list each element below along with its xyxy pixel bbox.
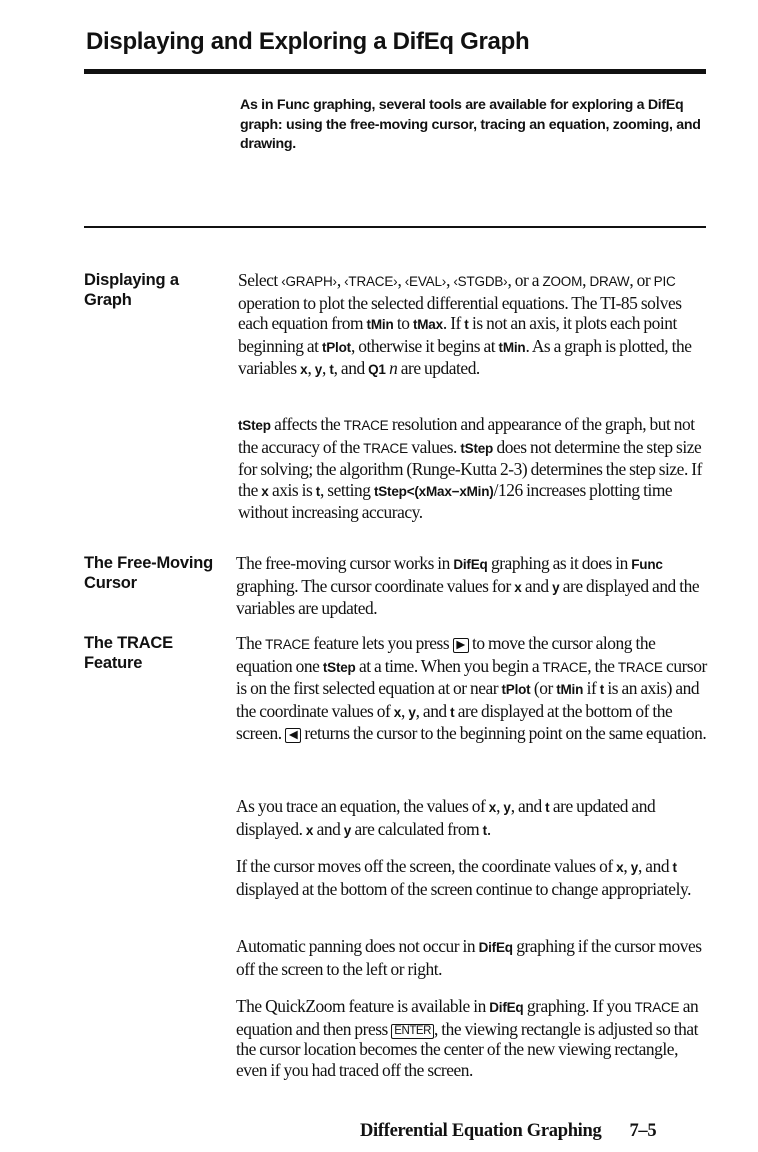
- footer-page-number: 7–5: [629, 1121, 657, 1141]
- page-footer: [360, 1121, 656, 1142]
- page-title: Displaying and Exploring a DifEq Graph: [86, 28, 530, 55]
- section-rule: [84, 226, 706, 228]
- heading-trace-feature: The TRACE Feature: [84, 634, 173, 672]
- displaying-paragraph-1: Select ‹GRAPH›, ‹TRACE›, ‹EVAL›, ‹STGDB›, or a ZOOM, DRAW, or PIC operation to plot the selected differential equations. The TI-85 solves each equation from tMin to tMax. If t is not an axis, it plots each point beginning at tPlot, otherwise it begins at tMin. As a graph is plotted, the variables x, y, t, and Q1 n are updated.: [238, 270, 692, 378]
- enter-key-icon: ENTER: [391, 1024, 434, 1039]
- trace-paragraph-5: The QuickZoom feature is available in DifEq graphing. If you TRACE an equation and then press ENTER , the viewing rectangle is adjusted so that the cursor location becomes the center of the new viewing rectangle, even if you had traced off the screen.: [236, 996, 699, 1080]
- trace-paragraph-3: If the cursor moves off the screen, the coordinate values of x, y, and t displayed at the bottom of the screen continue to change appropriately.: [236, 856, 691, 899]
- footer-chapter-title: Differential Equation Graphing: [360, 1121, 602, 1141]
- heading-free-moving-cursor: The Free-Moving Cursor: [84, 554, 214, 592]
- displaying-paragraph-2: tStep affects the TRACE resolution and appearance of the graph, but not the accuracy of the TRACE values. tStep does not determine the step size for solving; the algorithm (Runge-Kutta 2-3) determines the step size. If the x axis is t, setting tStep<(xMax−xMin)/126 increases plotting time without increasing accuracy.: [238, 414, 702, 522]
- intro-text: As in Func graphing, several tools are available for exploring a DifEq graph: using the free-moving cursor, tracing an equation, zooming, and drawing.: [240, 97, 701, 152]
- trace-paragraph-2: As you trace an equation, the values of x, y, and t are updated and displayed. x and y are calculated from t.: [236, 796, 656, 839]
- trace-paragraph-4: Automatic panning does not occur in DifEq graphing if the cursor moves off the screen to the left or right.: [236, 936, 702, 979]
- left-arrow-key-icon: ◀: [285, 728, 301, 743]
- heading-displaying-a-graph: Displaying a Graph: [84, 271, 179, 309]
- title-rule: [84, 69, 706, 74]
- right-arrow-key-icon: ▶: [453, 638, 469, 653]
- freemoving-paragraph: The free-moving cursor works in DifEq graphing as it does in Func graphing. The cursor coordinate values for x and y are displayed and the variables are updated.: [236, 553, 700, 618]
- trace-paragraph-1: The TRACE feature lets you press ▶ to move the cursor along the equation one tStep at a time. When you begin a TRACE, the TRACE cursor is on the first selected equation at or near tPlot (or tMin if t is an axis) and the coordinate values of x, y, and t are displayed at the bottom of the screen. ◀ returns the cursor to the beginning point on the same equation.: [236, 633, 707, 743]
